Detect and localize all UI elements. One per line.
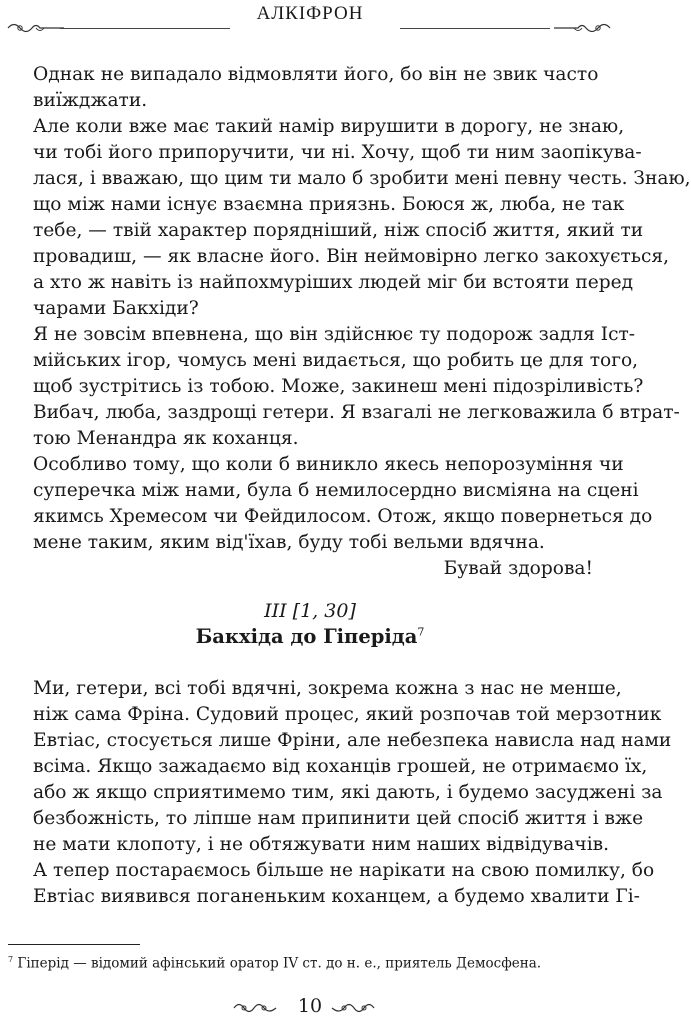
text-line: Я не зовсім впевнена, що він здійснює ту подорож задля Іст- [33,324,636,345]
text-line: Евтіас, стосується лише Фріни, але небезпека нависла над нами [33,730,672,751]
text-line: мійських ігор, чомусь мені видається, що робить це для того, [33,350,639,371]
footer-right-ornament-icon [330,1000,376,1016]
text-line: безбожність, то ліпше нам припинити цей спосіб життя і вже [33,808,644,829]
text-line: всіма. Якщо зажадаємо від коханців грошей, не отримаємо їх, [33,756,648,777]
header-title: АЛКІФРОН [256,3,364,24]
footnote [8,955,608,972]
text-line: чарами Бакхіди? [33,298,199,319]
text-line: Евтіас виявився поганеньким коханцем, а будемо хвалити Гі- [33,886,640,907]
text-line: тою Менандра як коханця. [33,428,299,449]
text-line: Однак не випадало відмовляти його, бо він не звик часто [33,64,599,85]
text-line: чи тобі його припоручити, чи ні. Хочу, щоб ти ним заопікува- [33,142,642,163]
header-rule-left [60,28,230,29]
running-header [0,0,620,40]
header-rule-right [400,28,550,29]
text-line: виїжджати. [33,90,148,111]
footnote-divider [8,944,140,945]
letter-end-text [33,62,691,582]
text-line: Особливо тому, що коли б виникло якесь непорозуміння чи [33,454,624,475]
right-flourish-ornament-icon [552,19,612,37]
text-line: ніж сама Фріна. Судовий процес, який розпочав той мерзотник [33,704,662,725]
text-line: лася, і вважаю, що цим ти мало б зробити мені певну честь. Знаю, [33,168,691,189]
page-number: 10 [297,995,323,1017]
text-line: що між нами існує взаємна приязнь. Боюся ж, люба, не так [33,194,625,215]
text-line: якимсь Хремесом чи Фейдилосом. Отож, якщо повернеться до [33,506,653,527]
text-line: мене таким, яким від'їхав, буду тобі вельми вдячна. [33,532,545,553]
footnote-text: Гіперід — відомий афінський оратор IV ст. до н. е., приятель Демосфена. [17,955,542,972]
section-number: III [1, 30] [264,600,356,622]
text-line: щоб зустрітись із тобою. Може, закинеш мені підозріливість? [33,376,644,397]
text-line: А тепер постараємось більше не нарікати на свою помилку, бо [33,860,655,881]
text-line: суперечка між нами, була б немилосердно висміяна на сцені [33,480,639,501]
section-title-text: Бакхіда до Гіперіда [195,625,418,648]
text-line: Вибач, люба, заздрощі гетери. Я взагалі не легковажила б втрат- [33,402,680,423]
text-line: Але коли вже має такий намір вирушити в дорогу, не знаю, [33,116,625,137]
section-title [0,625,620,648]
text-line: Ми, гетери, всі тобі вдячні, зокрема кожна з нас не менше, [33,678,622,699]
text-line: не мати клопоту, і не обтяжувати ним наших відвідувачів. [33,834,610,855]
text-line: тебе, — твій характер порядніший, ніж спосіб життя, який ти [33,220,644,241]
letter-start-text [33,676,672,910]
footnote-number: 7 [8,955,14,964]
text-line: або ж якщо сприятимемо тим, які дають, і будемо засуджені за [33,782,663,803]
letter-closing: Бувай здорова! [443,558,593,579]
text-line: а хто ж навіть із найпохмуріших людей міг би встояти перед [33,272,634,293]
text-line: провадиш, — як власне його. Він неймовірно легко закохується, [33,246,669,267]
page-footer [0,995,620,1021]
footnote-ref: 7 [417,625,425,639]
